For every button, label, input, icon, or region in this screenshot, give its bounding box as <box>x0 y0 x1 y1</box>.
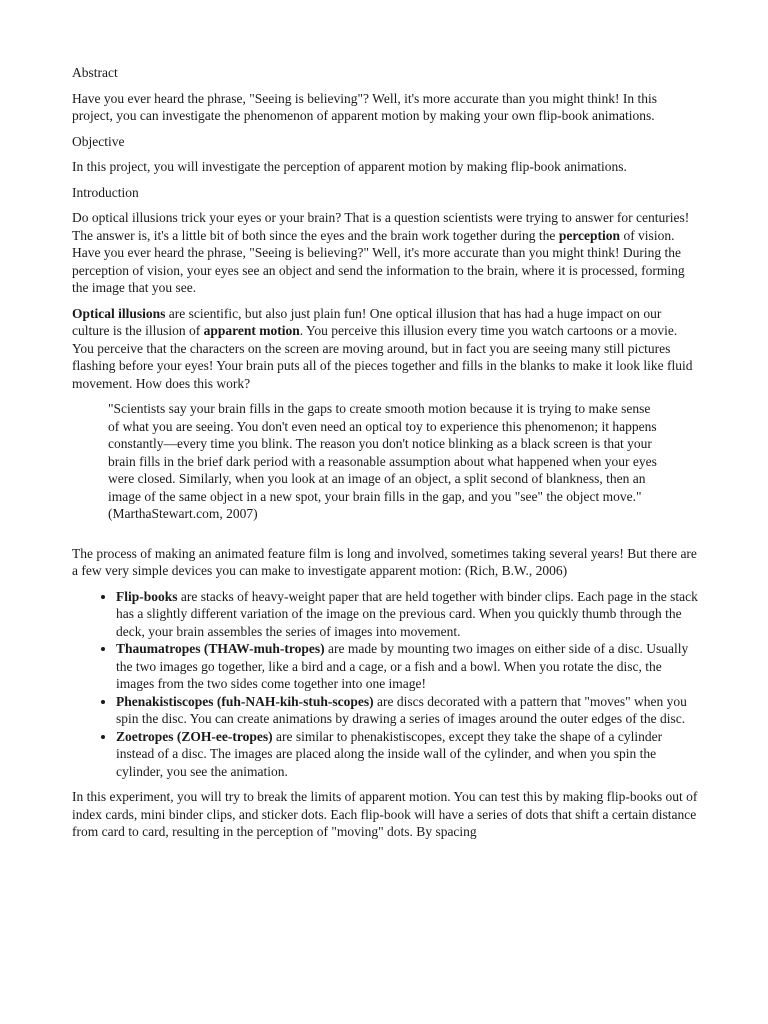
list-item <box>116 728 698 781</box>
device-term: Thaumatropes (THAW-muh-tropes) <box>116 641 325 656</box>
objective-text: In this project, you will investigate the perception of apparent motion by making flip-book animations. <box>72 159 627 174</box>
introduction-paragraph-2 <box>72 305 698 393</box>
perception-term: perception <box>558 227 621 243</box>
device-description: are similar to phenakistiscopes, except they take the shape of a cylinder instead of a disc. The images are placed along the inside wall of the cylinder, and when you spin the cylinder, you see the animation. <box>116 728 663 779</box>
device-description: are discs decorated with a pattern that "moves" when you spin the disc. You can create animations by drawing a series of images around the outer edges of the disc. <box>116 693 687 726</box>
apparent-motion-term: apparent motion <box>203 323 300 338</box>
introduction-paragraph-1 <box>72 209 698 297</box>
introduction-paragraph-3: The process of making an animated feature film is long and involved, sometimes taking several years! But there are a few very simple devices you can make to investigate apparent motion: (Rich, B.W., 2006) <box>72 545 697 578</box>
objective-heading: Objective <box>72 133 125 149</box>
intro-p2-text-b: are scientific, but also just plain fun! One optical illusion that has had a huge impact on our culture is the illusion of <box>72 305 662 338</box>
list-item <box>116 588 698 641</box>
list-item <box>116 693 698 728</box>
block-quote: "Scientists say your brain fills in the gaps to create smooth motion because it is trying to make sense of what you are seeing. You don't even need an optical toy to experience this phenomenon; it happens constantly—every time you blink. The reason you don't notice blinking as a black screen is that your brain fills in the brief dark period with a reasonable assumption about what happened when your eyes were closed. Similarly, when you look at an image of an object, a split second of blankness, then an image of the same object in a new spot, your brain fills in the gap, and you "see" the object move." (MarthaStewart.com, 2007) <box>108 401 657 521</box>
device-term: Zoetropes (ZOH-ee-tropes) <box>116 728 273 744</box>
introduction-paragraph-4: In this experiment, you will try to break the limits of apparent motion. You can test this by making flip-books out of index cards, mini binder clips, and sticker dots. Each flip-book will have a series of dots that shift a certain distance from card to card, resulting in the perception of "moving" dots. By spacing <box>72 789 698 839</box>
optical-illusions-term: Optical illusions <box>72 305 166 321</box>
devices-list <box>72 588 698 781</box>
document-page <box>72 64 698 849</box>
intro-p1-text-c: of vision. Have you ever heard the phrase, "Seeing is believing?" Well, it's more accurate than you might think! During the perception of vision, your eyes see an object and send the information to the brain, where it is processed, forming the image that you see. <box>72 227 685 295</box>
abstract-heading: Abstract <box>72 65 118 80</box>
intro-p2-text-d: . You perceive this illusion every time you watch cartoons or a movie. You perceive that the characters on the screen are moving around, but in fact you are seeing many still pictures flashing before your eyes! Your brain puts all of the pieces together and fills in the blanks to make it look like fluid movement. How does this work? <box>72 323 693 391</box>
abstract-text: Have you ever heard the phrase, "Seeing is believing"? Well, it's more accurate than you might think! In this project, you can investigate the phenomenon of apparent motion by making your own flip-book animations. <box>72 90 657 123</box>
device-term: Flip-books <box>116 588 178 604</box>
device-description: are made by mounting two images on either side of a disc. Usually the two images go together, like a bird and a cage, or a fish and a bowl. When you rotate the disc, the images from the two sides come together into one image! <box>116 641 689 691</box>
list-item <box>116 640 698 693</box>
introduction-heading: Introduction <box>72 184 139 200</box>
device-description: are stacks of heavy-weight paper that are held together with binder clips. Each page in the stack has a slightly different variation of the image on the previous card. When you quickly thumb through the deck, your brain assembles the series of images into movement. <box>116 588 698 639</box>
device-term: Phenakistiscopes (fuh-NAH-kih-stuh-scopes) <box>116 693 374 709</box>
intro-p1-text-a: Do optical illusions trick your eyes or your brain? That is a question scientists were trying to answer for centuries! The answer is, it's a little bit of both since the eyes and the brain work together during the <box>72 210 690 243</box>
